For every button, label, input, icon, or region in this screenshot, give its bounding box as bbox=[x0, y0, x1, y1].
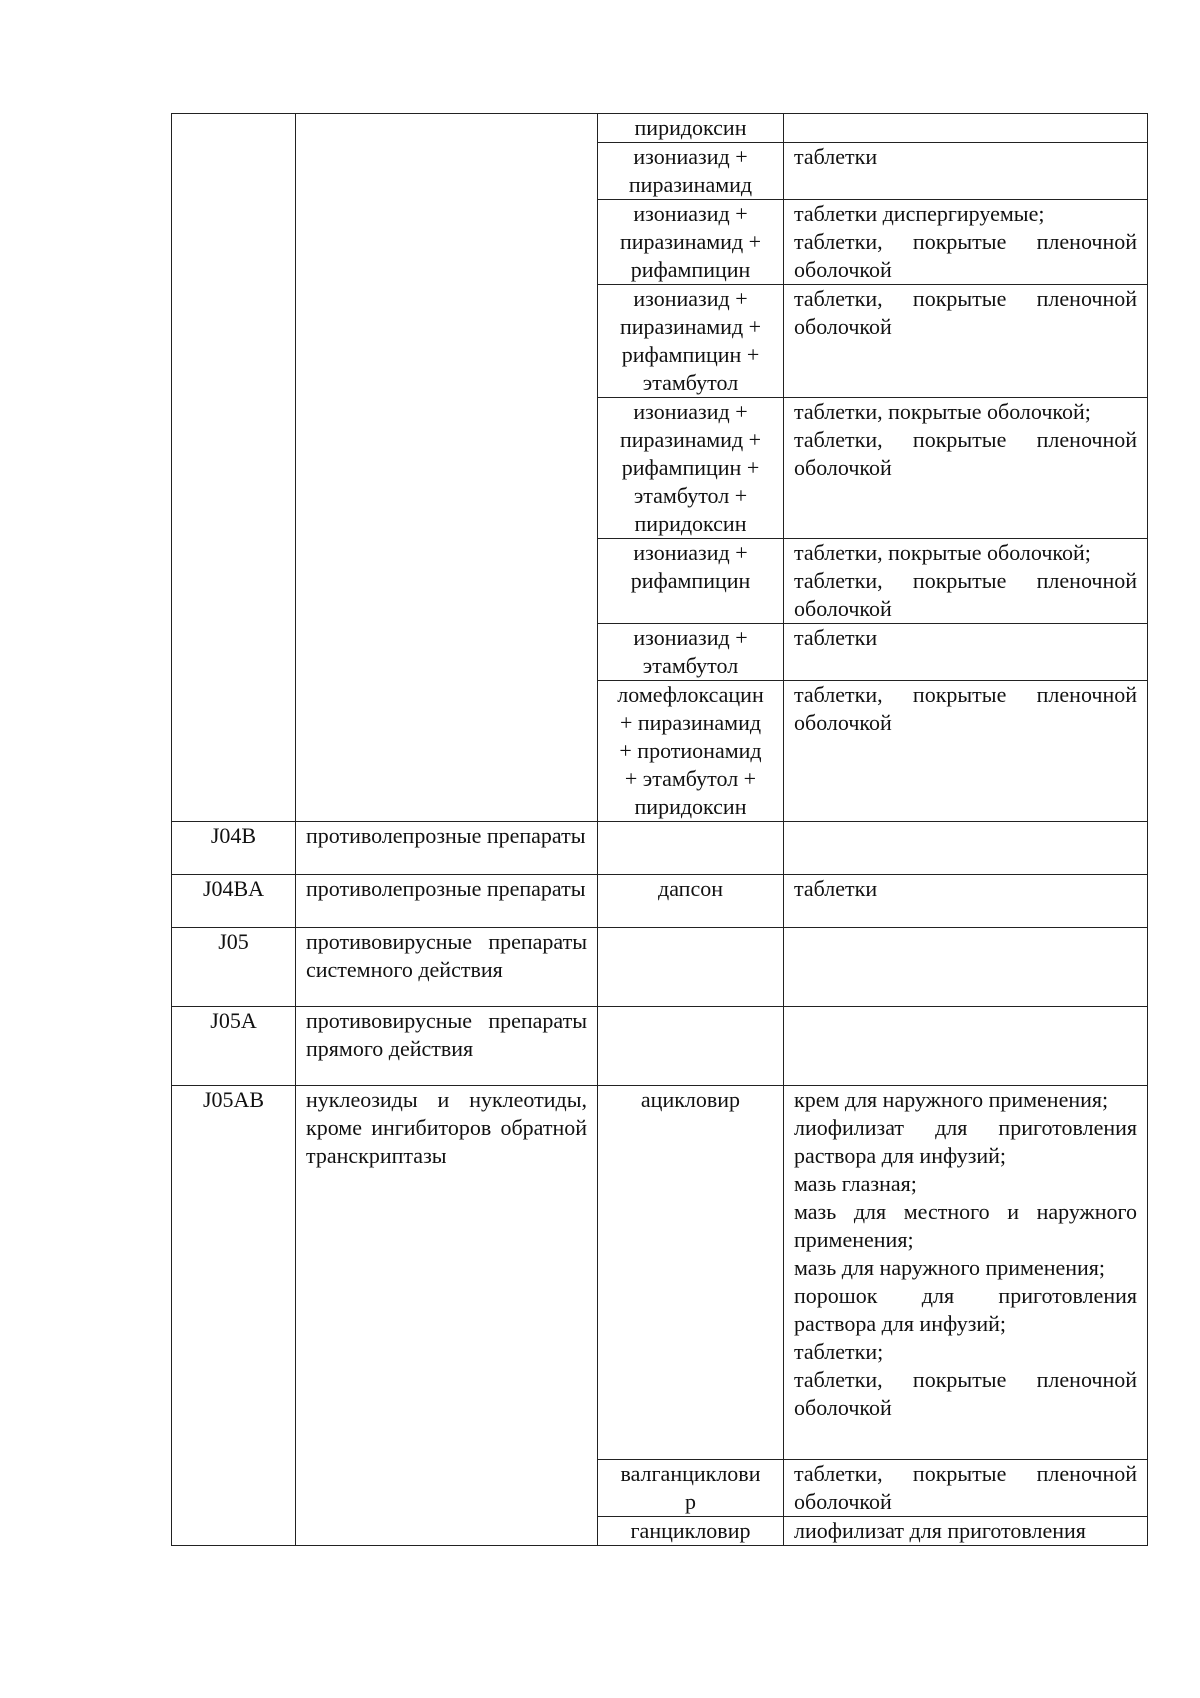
dosage-form-item: таблетки bbox=[794, 144, 878, 169]
atc-code-cell: J05A bbox=[172, 1007, 296, 1086]
table-row bbox=[172, 114, 1148, 143]
inn-line: ломефлоксацин bbox=[617, 682, 764, 707]
dosage-form-item: лиофилизат для приготовления bbox=[794, 1518, 1086, 1543]
atc-code-cell: J04BA bbox=[172, 875, 296, 928]
dosage-form-cell bbox=[784, 1007, 1148, 1086]
inn-line: изониазид + bbox=[633, 540, 748, 565]
inn-line: ацикловир bbox=[640, 1087, 741, 1112]
dosage-form-item: таблетки; bbox=[794, 1339, 884, 1364]
dosage-form-item: таблетки, покрытые пленочной оболочкой bbox=[794, 1367, 1137, 1420]
inn-line: рифампицин + bbox=[621, 455, 760, 480]
dosage-form-item: таблетки, покрытые пленочной оболочкой bbox=[794, 229, 1137, 282]
table-row bbox=[172, 1086, 1148, 1460]
dosage-form-item: мазь глазная; bbox=[794, 1171, 917, 1196]
dosage-form-item: мазь для местного и наружного применения; bbox=[794, 1199, 1137, 1252]
dosage-form-cell bbox=[784, 1517, 1148, 1546]
table-row bbox=[172, 1007, 1148, 1086]
inn-line: рифампицин bbox=[630, 257, 751, 282]
group-name-cell: противовирусные препараты прямого действия bbox=[296, 1007, 598, 1086]
atc-code-cell: J04B bbox=[172, 822, 296, 875]
dosage-form-cell bbox=[784, 822, 1148, 875]
dosage-form-item: таблетки, покрытые пленочной оболочкой bbox=[794, 286, 1137, 339]
dosage-form-item: таблетки bbox=[794, 876, 878, 901]
dosage-form-cell bbox=[784, 624, 1148, 681]
inn-line: р bbox=[685, 1489, 696, 1514]
inn-line: пиразинамид + bbox=[619, 427, 762, 452]
dosage-form-cell bbox=[784, 875, 1148, 928]
inn-cell bbox=[598, 822, 784, 875]
dosage-form-cell bbox=[784, 114, 1148, 143]
dosage-form-item: таблетки bbox=[794, 625, 878, 650]
inn-line: изониазид + bbox=[633, 399, 748, 424]
group-name-cell bbox=[296, 114, 598, 822]
inn-line: дапсон bbox=[658, 876, 723, 901]
dosage-form-item: таблетки, покрытые оболочкой; bbox=[794, 399, 1091, 424]
dosage-form-item: таблетки, покрытые пленочной оболочкой bbox=[794, 1461, 1137, 1514]
dosage-form-cell bbox=[784, 928, 1148, 1007]
group-name-cell: противолепрозные препараты bbox=[296, 822, 598, 875]
inn-cell bbox=[598, 539, 784, 624]
dosage-form-cell bbox=[784, 398, 1148, 539]
group-name-cell: противолепрозные препараты bbox=[296, 875, 598, 928]
inn-line: + этамбутол + bbox=[624, 766, 757, 791]
inn-line: этамбутол bbox=[642, 653, 739, 678]
inn-line: пиридоксин bbox=[634, 511, 747, 536]
inn-cell bbox=[598, 928, 784, 1007]
inn-cell bbox=[598, 114, 784, 143]
inn-cell bbox=[598, 398, 784, 539]
inn-cell bbox=[598, 285, 784, 398]
dosage-form-cell bbox=[784, 143, 1148, 200]
group-name-cell: нуклеозиды и нуклеотиды, кроме ингибиторов обратной транскриптазы bbox=[296, 1086, 598, 1546]
dosage-form-item: таблетки, покрытые пленочной оболочкой bbox=[794, 427, 1137, 480]
dosage-form-item: лиофилизат для приготовления раствора для инфузий; bbox=[794, 1115, 1137, 1168]
inn-line: изониазид + bbox=[633, 144, 748, 169]
inn-line: пиразинамид + bbox=[619, 314, 762, 339]
dosage-form-cell bbox=[784, 1460, 1148, 1517]
group-name-cell: противовирусные препараты системного действия bbox=[296, 928, 598, 1007]
inn-line: этамбутол + bbox=[633, 483, 748, 508]
atc-code-cell bbox=[172, 114, 296, 822]
inn-cell bbox=[598, 1517, 784, 1546]
inn-cell bbox=[598, 1460, 784, 1517]
inn-line: рифампицин bbox=[630, 568, 751, 593]
inn-line: пиридоксин bbox=[634, 794, 747, 819]
table-row bbox=[172, 928, 1148, 1007]
inn-line: изониазид + bbox=[633, 286, 748, 311]
dosage-form-item: мазь для наружного применения; bbox=[794, 1255, 1106, 1280]
dosage-form-item: таблетки, покрытые пленочной оболочкой bbox=[794, 682, 1137, 735]
dosage-form-cell bbox=[784, 539, 1148, 624]
inn-cell bbox=[598, 200, 784, 285]
inn-line: пиридоксин bbox=[634, 115, 747, 140]
inn-cell bbox=[598, 681, 784, 822]
inn-line: изониазид + bbox=[633, 201, 748, 226]
table-row bbox=[172, 875, 1148, 928]
dosage-form-item: порошок для приготовления раствора для инфузий; bbox=[794, 1283, 1137, 1336]
dosage-form-cell bbox=[784, 285, 1148, 398]
drug-list-table bbox=[171, 113, 1148, 1546]
inn-line: рифампицин + bbox=[621, 342, 760, 367]
dosage-form-cell bbox=[784, 681, 1148, 822]
inn-line: пиразинамид + bbox=[619, 229, 762, 254]
dosage-form-cell bbox=[784, 200, 1148, 285]
inn-line: этамбутол bbox=[642, 370, 739, 395]
dosage-form-item: таблетки, покрытые оболочкой; bbox=[794, 540, 1091, 565]
dosage-form-item: крем для наружного применения; bbox=[794, 1087, 1109, 1112]
inn-line: ганцикловир bbox=[630, 1518, 751, 1543]
atc-code-cell: J05 bbox=[172, 928, 296, 1007]
inn-line: + пиразинамид bbox=[619, 710, 762, 735]
inn-cell bbox=[598, 624, 784, 681]
inn-cell bbox=[598, 875, 784, 928]
inn-line: пиразинамид bbox=[628, 172, 753, 197]
inn-line: + протионамид bbox=[619, 738, 762, 763]
dosage-form-item: таблетки, покрытые пленочной оболочкой bbox=[794, 568, 1137, 621]
dosage-form-item: таблетки диспергируемые; bbox=[794, 201, 1045, 226]
inn-cell bbox=[598, 1086, 784, 1460]
table-row bbox=[172, 822, 1148, 875]
inn-cell bbox=[598, 1007, 784, 1086]
atc-code-cell: J05AB bbox=[172, 1086, 296, 1546]
inn-cell bbox=[598, 143, 784, 200]
dosage-form-cell bbox=[784, 1086, 1148, 1460]
inn-line: изониазид + bbox=[633, 625, 748, 650]
inn-line: валганциклови bbox=[620, 1461, 761, 1486]
